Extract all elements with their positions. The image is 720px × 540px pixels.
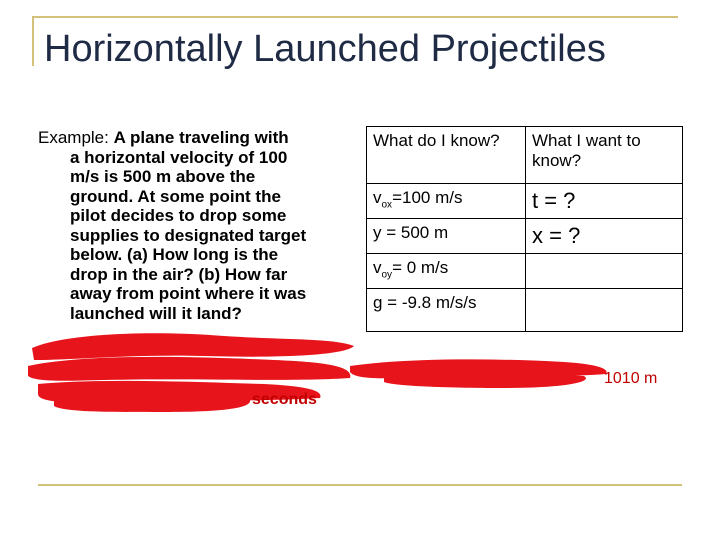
- known-symbol: g = -9.8 m/s/s: [373, 293, 477, 312]
- example-line-text: away from point where it was: [70, 284, 307, 303]
- answer-time-unit: seconds: [252, 391, 317, 408]
- known-subscript: ox: [381, 199, 393, 211]
- example-line-text: pilot decides to drop some: [70, 206, 287, 225]
- known-cell: [367, 219, 526, 254]
- want-cell: x = ?: [526, 219, 683, 254]
- knowns-unknowns-table: [366, 126, 683, 332]
- want-cell: [526, 254, 683, 289]
- known-value: = 0 m/s: [392, 258, 449, 277]
- example-line-text: drop in the air? (b) How far: [70, 264, 288, 284]
- known-value: =100 m/s: [392, 188, 463, 207]
- header-known: What do I know?: [367, 127, 526, 184]
- table-row: [367, 219, 683, 254]
- example-prefix: Example:: [38, 128, 114, 147]
- table-row: [367, 289, 683, 332]
- frame-bottom-line: [38, 484, 682, 486]
- frame-left-line: [32, 16, 34, 66]
- example-line: [38, 187, 356, 207]
- known-cell: [367, 254, 526, 289]
- table-row: [367, 184, 683, 219]
- known-cell: [367, 289, 526, 332]
- known-cell: [367, 184, 526, 219]
- table-row: [367, 254, 683, 289]
- example-line-text: m/s is 500 m above the: [70, 167, 256, 186]
- example-line-text: ground. At some point the: [70, 186, 281, 206]
- example-line: [38, 245, 356, 265]
- example-line-text: launched will it land?: [70, 303, 242, 323]
- frame-top-line: [32, 16, 678, 18]
- example-line: [38, 284, 356, 304]
- example-line-text: supplies to designated target: [70, 225, 307, 245]
- example-line: [38, 265, 356, 285]
- header-want: What I want to know?: [526, 127, 683, 184]
- example-line: [38, 167, 356, 187]
- example-line: [38, 148, 356, 168]
- known-symbol: y = 500 m: [373, 223, 449, 242]
- example-line: [38, 206, 356, 226]
- example-line: [38, 226, 356, 246]
- known-symbol: v: [373, 188, 382, 207]
- known-subscript: oy: [381, 269, 393, 281]
- want-cell: [526, 289, 683, 332]
- want-cell: t = ?: [526, 184, 683, 219]
- example-text: [38, 128, 356, 323]
- example-line-text: A plane traveling with: [113, 128, 289, 147]
- example-line: [38, 128, 356, 148]
- slide-title: Horizontally Launched Projectiles: [44, 28, 606, 70]
- answer-distance: 1010 m: [604, 370, 658, 387]
- scribble-right: [344, 356, 614, 396]
- example-line-text: a horizontal velocity of 100: [70, 147, 288, 167]
- known-symbol: v: [373, 258, 382, 277]
- table-header-row: [367, 127, 683, 184]
- example-line: [38, 304, 356, 324]
- example-line-text: below. (a) How long is the: [70, 245, 279, 264]
